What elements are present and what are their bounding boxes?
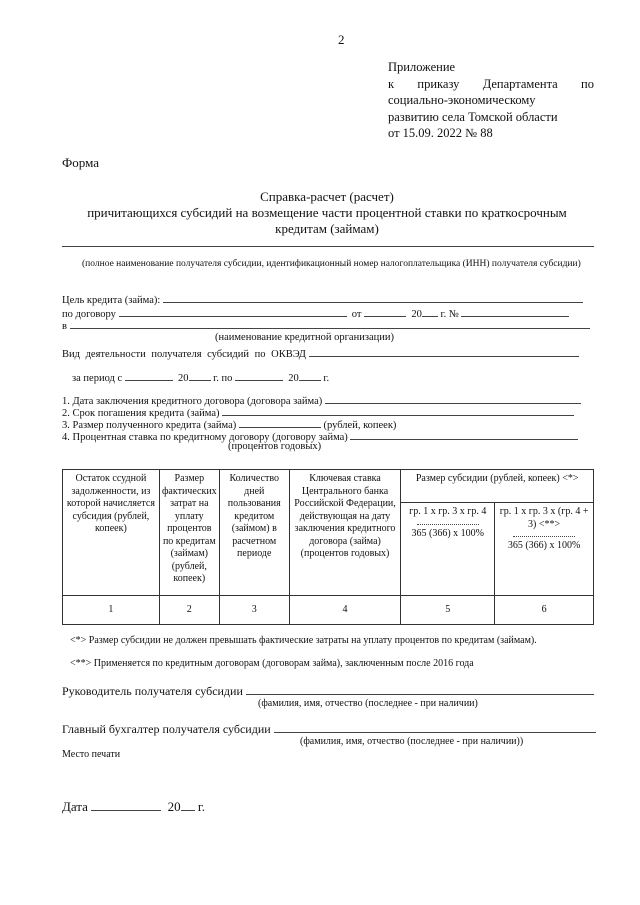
date-year-prefix: 20 — [167, 799, 181, 814]
date-year-suffix: г. — [197, 799, 206, 814]
col-5-6-header: Размер субсидии (рублей, копеек) <*> — [401, 470, 594, 503]
footnote-1: <*> Размер субсидии не должен превышать фактические затраты на уплату процентов по кредитам (займам). — [70, 635, 537, 646]
col-6-numerator: гр. 1 x гр. 3 x (гр. 4 + 3) <**> — [499, 506, 589, 530]
appendix-line-3: социально-экономическому — [388, 93, 536, 107]
col-number: 6 — [495, 596, 594, 625]
period-start-field[interactable] — [125, 370, 173, 381]
contract-field[interactable] — [119, 306, 347, 317]
item-4-field[interactable] — [350, 429, 578, 440]
credit-purpose-label: Цель кредита (займа): — [62, 295, 161, 306]
col-5-numerator: гр. 1 x гр. 3 x гр. 4 — [409, 506, 487, 517]
appendix-line-4: развитию села Томской области — [388, 109, 558, 124]
table-header-row — [63, 470, 594, 503]
accountant-note: (фамилия, имя, отчество (последнее - при наличии)) — [300, 736, 524, 747]
col-number: 2 — [159, 596, 219, 625]
contract-label: по договору — [62, 309, 116, 320]
item-2-field[interactable] — [222, 405, 574, 416]
table-number-row — [63, 596, 594, 625]
period-end-field[interactable] — [235, 370, 283, 381]
contract-from-label: от — [351, 309, 362, 320]
document-title — [40, 189, 614, 237]
head-signature-field[interactable] — [246, 683, 594, 695]
period-start-year-prefix: 20 — [178, 373, 189, 384]
col-2-header: Размер фактических затрат на уплату процентов по кредитам (займам) (рублей, копеек) — [159, 470, 219, 596]
contract-year-prefix: 20 — [411, 309, 422, 320]
col-6-formula — [495, 503, 594, 596]
recipient-name-line[interactable] — [62, 246, 594, 247]
appendix-word: по — [581, 76, 594, 91]
fraction-bar — [417, 524, 479, 525]
appendix-word: приказу — [417, 76, 460, 91]
credit-purpose-field[interactable] — [163, 292, 583, 303]
appendix-line-5: от 15.09. 2022 № 88 — [388, 126, 493, 140]
col-number: 3 — [219, 596, 289, 625]
period-row — [72, 370, 329, 384]
footnote-2: <**> Применяется по кредитным договорам (договорам займа), заключенным после 2016 года — [70, 658, 474, 669]
date-label: Дата — [62, 799, 88, 814]
bank-field[interactable] — [70, 318, 590, 329]
appendix-word: Департамента — [482, 76, 558, 91]
col-6-denominator: 365 (366) x 100% — [507, 540, 581, 551]
okved-row — [62, 346, 579, 360]
contract-date-field[interactable] — [364, 306, 406, 317]
title-line-2: причитающихся субсидий на возмещение части процентной ставки по краткосрочным — [87, 205, 567, 220]
recipient-note: (полное наименование получателя субсидии, идентификационный номер налогоплательщика (ИНН) получателя субсидии) — [82, 259, 581, 269]
bank-in-label: в — [62, 321, 67, 332]
date-field[interactable] — [91, 798, 161, 811]
col-3-header: Количество дней пользования кредитом (займом) в расчетном периоде — [219, 470, 289, 596]
appendix-line-1: Приложение — [388, 60, 456, 74]
period-label: за период с — [72, 373, 123, 384]
contract-number-label: г. № — [440, 309, 459, 320]
col-1-header: Остаток ссудной задолженности, из которой начисляется субсидия (рублей, копеек) — [63, 470, 160, 596]
item-3-field[interactable] — [239, 417, 321, 428]
appendix-block — [388, 59, 594, 142]
bank-note: (наименование кредитной организации) — [215, 332, 394, 343]
page-number: 2 — [338, 32, 345, 47]
date-row — [62, 798, 205, 815]
period-end-year-prefix: 20 — [288, 373, 299, 384]
contract-number-field[interactable] — [461, 306, 569, 317]
period-start-year-field[interactable] — [189, 370, 211, 381]
col-number: 5 — [401, 596, 495, 625]
col-5-denominator: 365 (366) x 100% — [411, 527, 484, 539]
subsidy-table — [62, 469, 594, 625]
item-1-label: 1. Дата заключения кредитного договора (договора займа) — [62, 396, 323, 407]
accountant-row — [62, 721, 596, 737]
head-row — [62, 683, 594, 699]
accountant-label: Главный бухгалтер получателя субсидии — [62, 722, 271, 736]
col-number: 1 — [63, 596, 160, 625]
item-2-label: 2. Срок погашения кредита (займа) — [62, 408, 220, 419]
okved-label: Вид деятельности получателя субсидий по ОКВЭД — [62, 349, 306, 360]
period-end-year-suffix: г. — [323, 373, 330, 384]
item-3-label: 3. Размер полученного кредита (займа) — [62, 420, 237, 431]
appendix-word: к — [388, 76, 395, 91]
period-to-label: г. по — [213, 373, 233, 384]
title-line-3: кредитам (займам) — [275, 221, 379, 236]
date-year-field[interactable] — [181, 798, 195, 811]
okved-field[interactable] — [309, 346, 579, 357]
contract-year-field[interactable] — [422, 306, 438, 317]
item-1-field[interactable] — [325, 393, 581, 404]
col-number: 4 — [289, 596, 401, 625]
head-note: (фамилия, имя, отчество (последнее - при наличии) — [258, 698, 478, 709]
col-5-formula — [401, 503, 495, 596]
appendix-line-2 — [388, 76, 594, 93]
form-label: Форма — [62, 155, 99, 170]
period-end-year-field[interactable] — [299, 370, 321, 381]
item-4-note: (процентов годовых) — [228, 441, 322, 452]
item-4-label: 4. Процентная ставка по кредитному договору (договору займа) — [62, 432, 348, 443]
accountant-signature-field[interactable] — [274, 721, 596, 733]
stamp-label: Место печати — [62, 749, 121, 760]
item-3-unit: (рублей, копеек) — [323, 420, 397, 431]
bank-row — [62, 318, 590, 332]
head-label: Руководитель получателя субсидии — [62, 684, 243, 698]
credit-purpose-row — [62, 292, 583, 306]
col-4-header: Ключевая ставка Центрального банка Российской Федерации, действующая на дату заключения кредитного договора (займа) (процентов годовых) — [289, 470, 401, 596]
fraction-bar — [513, 536, 575, 537]
title-line-1: Справка-расчет (расчет) — [260, 189, 394, 204]
